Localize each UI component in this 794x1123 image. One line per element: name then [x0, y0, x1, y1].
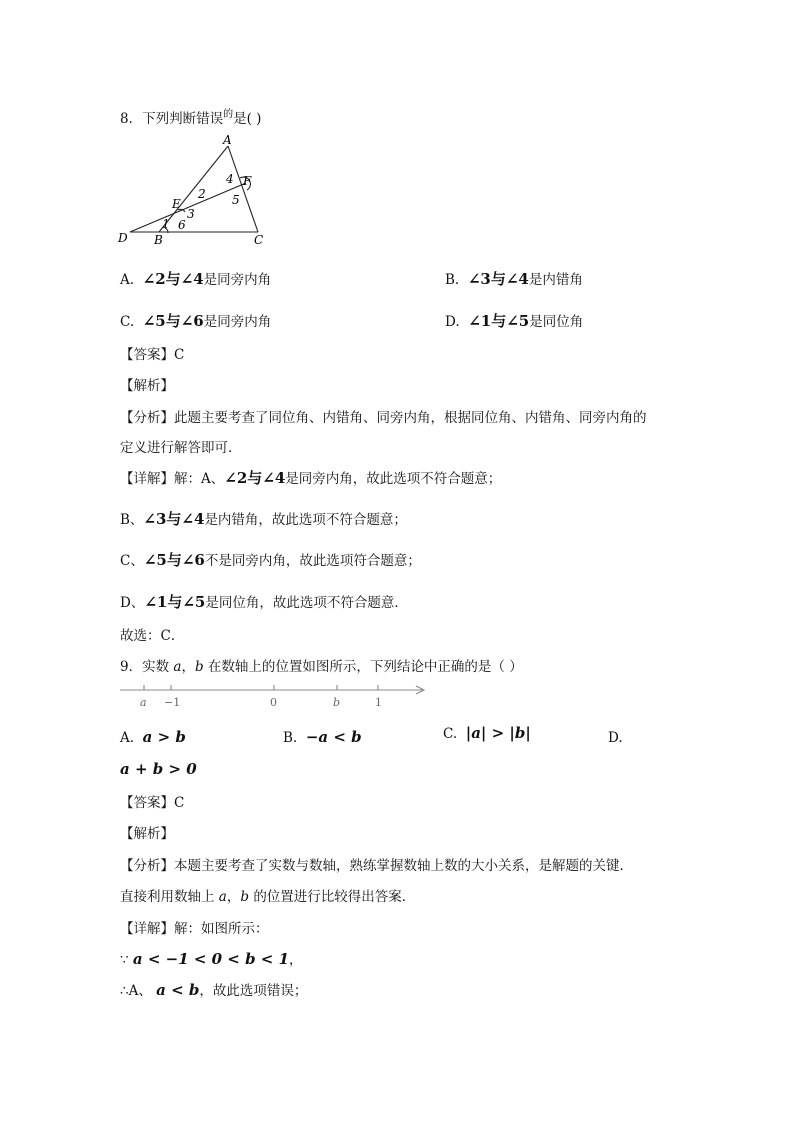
option-math: ∠1与∠5 — [468, 312, 530, 330]
because-end: ， — [289, 952, 303, 968]
q9-fenxi-line2 — [120, 885, 415, 905]
q9-var-a: a — [218, 889, 227, 905]
option-letter: C. — [443, 726, 458, 742]
q9-therefore-line — [120, 979, 307, 999]
option-math: −a < b — [305, 728, 362, 746]
fenxi-text: 此题主要考查了同位角、内错角、同旁内角，根据同位角、内错角、同旁内角的 — [174, 410, 647, 426]
label-one: 1 — [375, 696, 382, 709]
option-math: a + b > 0 — [120, 760, 197, 778]
angle-5: 5 — [232, 193, 240, 207]
fenxi-text: 的位置进行比较得出答案． — [253, 889, 416, 905]
step-math: ∠2与∠4 — [224, 469, 286, 487]
q9-analysis-title: 【解析】 — [120, 826, 174, 842]
step-prefix: D、 — [120, 595, 145, 611]
q9-var-b: b — [240, 889, 250, 905]
answer-value: C — [174, 347, 185, 363]
q9-sep: ， — [181, 659, 195, 675]
q8-fenxi-line1 — [120, 406, 647, 426]
option-text: 是同旁内角 — [203, 314, 272, 330]
step-text: 不是同旁内角，故此选项符合题意； — [204, 553, 421, 569]
therefore-text: ，故此选项错误； — [199, 983, 308, 999]
fenxi-label: 【分析】 — [120, 410, 174, 426]
xiangjie-label: 【详解】 — [120, 921, 174, 937]
q8-option-a — [120, 268, 271, 289]
step-text: 是同旁内角，故此选项不符合题意； — [285, 471, 502, 487]
q9-option-c — [443, 724, 531, 742]
q8-stem-sup: 的 — [223, 109, 234, 120]
therefore-math: a < b — [156, 981, 200, 999]
option-letter: B. — [445, 272, 460, 288]
step-math: ∠3与∠4 — [143, 510, 205, 528]
angle-1: 1 — [162, 217, 170, 231]
xiangjie-label: 【详解】 — [120, 471, 174, 487]
step-prefix: C、 — [120, 553, 144, 569]
q9-sep: ， — [226, 889, 241, 905]
therefore-symbol: ∴ — [120, 983, 129, 999]
step-text: 是内错角，故此选项不符合题意； — [204, 512, 407, 528]
q8-option-b — [445, 268, 583, 289]
step-text: 是同位角，故此选项不符合题意． — [205, 595, 408, 611]
therefore-prefix: A、 — [128, 983, 152, 999]
q8-option-d — [445, 310, 583, 331]
option-text: 是内错角 — [528, 272, 583, 288]
option-text: 是同旁内角 — [203, 272, 272, 288]
q9-number-line — [116, 680, 436, 710]
step-math: ∠5与∠6 — [143, 551, 205, 569]
option-math: a > b — [142, 728, 186, 746]
point-a: A — [223, 133, 232, 147]
q8-step-b — [120, 508, 407, 529]
point-c: C — [254, 233, 264, 247]
q8-stem — [120, 107, 261, 127]
q9-stem-rest: 在数轴上的位置如图所示，下列结论中正确的是（ ） — [207, 659, 523, 675]
because-symbol: ∵ — [120, 952, 129, 968]
q9-option-d-letter: D. — [608, 730, 623, 746]
q8-stem-paren: 是( ) — [233, 111, 262, 127]
q9-fenxi-line1 — [120, 854, 633, 874]
option-letter: C. — [120, 314, 135, 330]
q9-stem — [120, 655, 523, 675]
answer-value: C — [174, 795, 185, 811]
label-b: b — [333, 696, 341, 709]
option-math: ∠2与∠4 — [142, 270, 204, 288]
option-letter: A. — [120, 730, 135, 746]
option-math: ∠3与∠4 — [467, 270, 529, 288]
angle-2: 2 — [198, 187, 206, 201]
label-zero: 0 — [270, 696, 277, 709]
label-a: a — [140, 696, 147, 709]
q8-fenxi-line2: 定义进行解答即可． — [120, 440, 242, 456]
q9-var-b: b — [194, 659, 204, 675]
xiangjie-intro: 解：A、 — [174, 471, 225, 487]
q8-stem-text: 8．下列判断错误 — [120, 111, 224, 127]
q9-stem-text: 9．实数 — [120, 659, 170, 675]
option-letter: D. — [445, 314, 460, 330]
q8-triangle-figure — [112, 128, 292, 248]
q9-option-b — [283, 728, 362, 746]
label-minus-one: −1 — [164, 696, 181, 709]
point-d: D — [118, 231, 128, 245]
q9-option-a — [120, 728, 186, 746]
option-text: 是同位角 — [529, 314, 584, 330]
point-f: F — [243, 174, 252, 188]
because-math: a < −1 < 0 < b < 1 — [132, 950, 290, 968]
q8-step-a — [120, 467, 501, 488]
fenxi-text: 本题主要考查了实数与数轴，熟练掌握数轴上数的大小关系，是解题的关键． — [174, 858, 633, 874]
q8-conclusion: 故选：C． — [120, 628, 185, 644]
q9-var-a: a — [173, 659, 182, 675]
angle-4: 4 — [226, 172, 234, 186]
q9-because-line — [120, 948, 303, 968]
q8-step-c — [120, 549, 421, 570]
answer-label: 【答案】 — [120, 347, 174, 363]
q8-analysis-title: 【解析】 — [120, 378, 174, 394]
step-math: ∠1与∠5 — [144, 593, 206, 611]
option-math: |a| > |b| — [465, 724, 531, 742]
fenxi-text: 直接利用数轴上 — [120, 889, 215, 905]
q9-answer — [120, 791, 184, 811]
option-math: ∠5与∠6 — [142, 312, 204, 330]
point-b: B — [154, 233, 163, 247]
step-prefix: B、 — [120, 512, 144, 528]
point-e: E — [172, 197, 181, 211]
fenxi-label: 【分析】 — [120, 858, 174, 874]
answer-label: 【答案】 — [120, 795, 174, 811]
angle-6: 6 — [178, 218, 186, 232]
option-letter: A. — [120, 272, 135, 288]
q8-option-c — [120, 310, 271, 331]
q8-step-d — [120, 591, 408, 612]
option-letter: B. — [283, 730, 298, 746]
xiangjie-text: 解：如图所示： — [174, 921, 269, 937]
q9-xiangjie — [120, 917, 269, 937]
angle-3: 3 — [187, 207, 195, 221]
q8-answer — [120, 343, 184, 363]
q9-option-d — [120, 760, 197, 778]
